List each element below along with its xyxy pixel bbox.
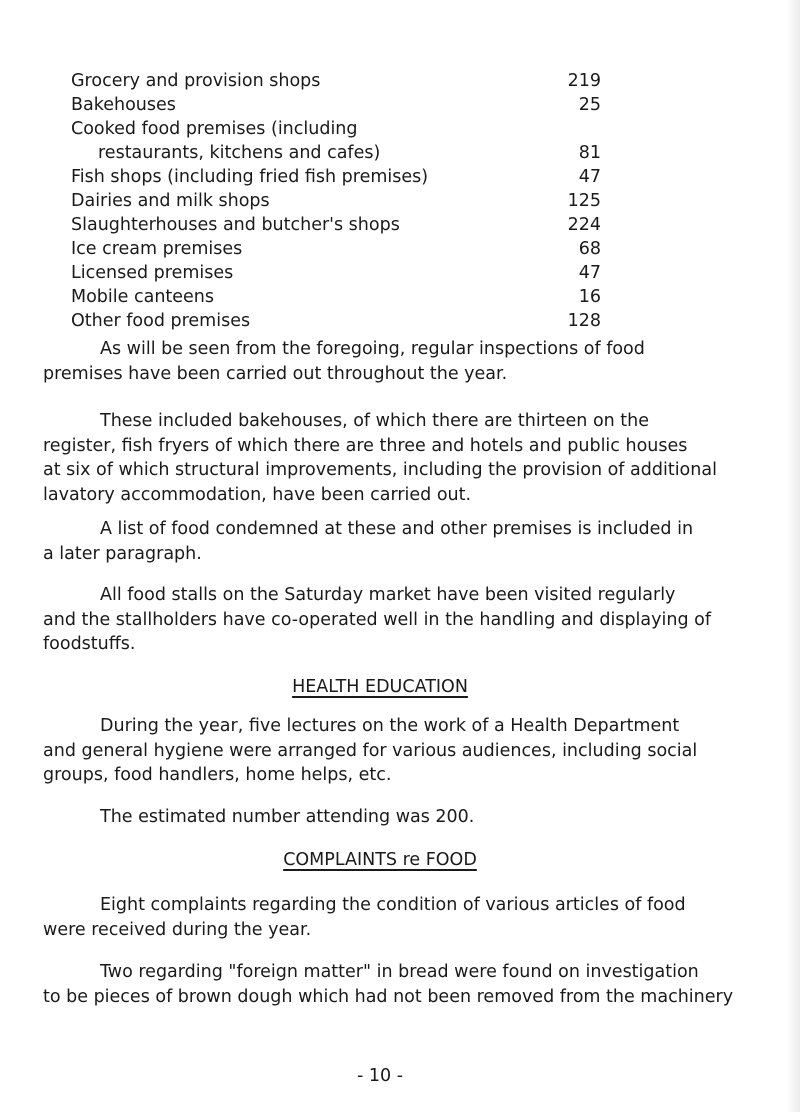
premises-count: 25 (578, 95, 601, 115)
premises-count (541, 117, 601, 141)
premises-label: Bakehouses (71, 95, 176, 115)
table-row (71, 213, 601, 237)
table-row (71, 93, 601, 117)
premises-label: restaurants, kitchens and cafes) (98, 143, 381, 163)
premises-label: Cooked food premises (including (71, 119, 358, 139)
heading-text: HEALTH EDUCATION (292, 677, 468, 697)
premises-label: Ice cream premises (71, 239, 243, 259)
text-line: A list of food condemned at these and other premises is included in (100, 519, 694, 539)
heading-complaints (0, 848, 760, 872)
premises-table (71, 69, 601, 333)
premises-count: 128 (567, 311, 601, 331)
table-row (71, 237, 601, 261)
premises-count: 219 (567, 71, 601, 91)
text-line: As will be seen from the foregoing, regular inspections of food (100, 339, 645, 359)
text-line: Eight complaints regarding the condition of various articles of food (100, 895, 686, 915)
text-line: and general hygiene were arranged for various audiences, including social (43, 740, 698, 761)
heading-health-education (0, 675, 760, 699)
premises-label: Licensed premises (71, 263, 234, 283)
page-number: - 10 - (356, 1066, 404, 1086)
premises-count: 47 (578, 167, 601, 187)
table-row (71, 69, 601, 93)
text-line: foodstuffs. (43, 634, 136, 654)
text-line: All food stalls on the Saturday market have been visited regularly (100, 585, 676, 605)
text-line: lavatory accommodation, have been carried out. (43, 484, 472, 505)
table-row (71, 309, 601, 333)
premises-label: Fish shops (including fried fish premises) (71, 167, 429, 187)
premises-label: Grocery and provision shops (71, 71, 321, 91)
text-line: The estimated number attending was 200. (100, 807, 475, 827)
premises-label: Slaughterhouses and butcher's shops (71, 215, 400, 235)
premises-count: 81 (578, 143, 601, 163)
text-line: were received during the year. (43, 919, 312, 940)
table-row (71, 285, 601, 309)
premises-count: 224 (567, 215, 601, 235)
premises-label: Dairies and milk shops (71, 191, 270, 211)
paragraph-food-stalls (43, 583, 743, 657)
paragraph-condemned-food (43, 517, 743, 566)
paragraph-foreign-matter (43, 960, 743, 1009)
table-row (71, 141, 601, 165)
paragraph-attendance (43, 805, 743, 830)
premises-label: Mobile canteens (71, 287, 215, 307)
text-line: to be pieces of brown dough which had not been removed from the machinery (43, 986, 734, 1007)
heading-text: COMPLAINTS re FOOD (283, 850, 477, 870)
premises-count: 47 (578, 263, 601, 283)
text-line: During the year, five lectures on the work of a Health Department (100, 716, 680, 736)
text-line: These included bakehouses, of which there are thirteen on the (100, 411, 650, 431)
premises-label: Other food premises (71, 311, 251, 331)
paragraph-bakehouses (43, 409, 743, 507)
table-row (71, 189, 601, 213)
text-line: and the stallholders have co-operated well in the handling and displaying of (43, 609, 711, 630)
text-line: register, fish fryers of which there are three and hotels and public houses (43, 435, 688, 456)
page-edge-shadow (786, 0, 800, 1112)
paragraph-lectures (43, 714, 743, 788)
text-line: a later paragraph. (43, 543, 202, 564)
paragraph-complaints (43, 893, 743, 942)
text-line: premises have been carried out throughout the year. (43, 363, 508, 384)
table-row (71, 165, 601, 189)
paragraph-inspections (43, 337, 743, 386)
premises-count: 68 (578, 239, 601, 259)
text-line: Two regarding "foreign matter" in bread were found on investigation (100, 962, 699, 982)
text-line: groups, food handlers, home helps, etc. (43, 765, 392, 785)
table-row (71, 261, 601, 285)
premises-count: 125 (567, 191, 601, 211)
premises-count: 16 (578, 287, 601, 307)
table-row (71, 117, 601, 141)
text-line: at six of which structural improvements, including the provision of additional (43, 460, 717, 480)
